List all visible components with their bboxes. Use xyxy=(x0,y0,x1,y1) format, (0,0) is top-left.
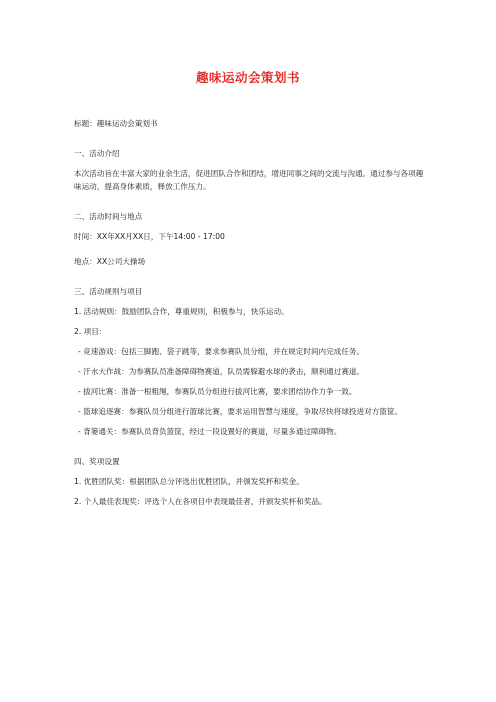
section-heading-time-place: 二、活动时间与地点 xyxy=(74,212,143,221)
project-item: - 篮球追逐赛：参赛队员分组进行篮球比赛，要求运用智慧与速度，争取尽快将球投进对方篮筐。 xyxy=(78,407,403,416)
subject-line: 标题：趣味运动会策划书 xyxy=(74,119,158,128)
event-location: 地点：XX公司大操场 xyxy=(74,257,146,266)
section-heading-awards: 四、奖项设置 xyxy=(74,457,120,466)
section-heading-rules: 三、活动规则与项目 xyxy=(74,287,143,296)
project-item: - 竞速游戏：包括三脚跑、袋子跳等，要求参赛队员分组，并在规定时间内完成任务。 xyxy=(78,347,365,356)
project-item: - 拔河比赛：准备一根粗绳，参赛队员分组进行拔河比赛，要求团结协作力争一致。 xyxy=(78,387,357,396)
project-item: - 背篓通关：参赛队员背负篮筐，经过一段设置好的赛道，尽量多通过障碍物。 xyxy=(78,427,342,436)
rules-paragraph: 1. 活动规则：鼓励团队合作，尊重规则，积极参与，快乐运动。 xyxy=(74,307,289,316)
document-body xyxy=(74,117,430,508)
document-title: 趣味运动会策划书 xyxy=(195,70,300,85)
section-heading-intro: 一、活动介绍 xyxy=(74,149,120,158)
award-item: 1. 优胜团队奖：根据团队总分评选出优胜团队，并颁发奖杯和奖金。 xyxy=(74,477,304,486)
project-item: - 汗水大作战：为参赛队员准备障碍物赛道，队员需躲避水球的袭击，顺利通过赛道。 xyxy=(78,367,365,376)
intro-paragraph: 本次活动旨在丰富大家的业余生活，促进团队合作和团结，增进同事之间的交流与沟通。通过参与各项趣味运动，提高身体素质，释放工作压力。 xyxy=(74,169,424,191)
event-time: 时间：XX年XX月XX日，下午14:00 - 17:00 xyxy=(74,232,225,241)
award-item: 2. 个人最佳表现奖：评选个人在各项目中表现最佳者，并颁发奖杯和奖品。 xyxy=(74,497,327,506)
projects-label: 2. 项目： xyxy=(74,327,107,336)
